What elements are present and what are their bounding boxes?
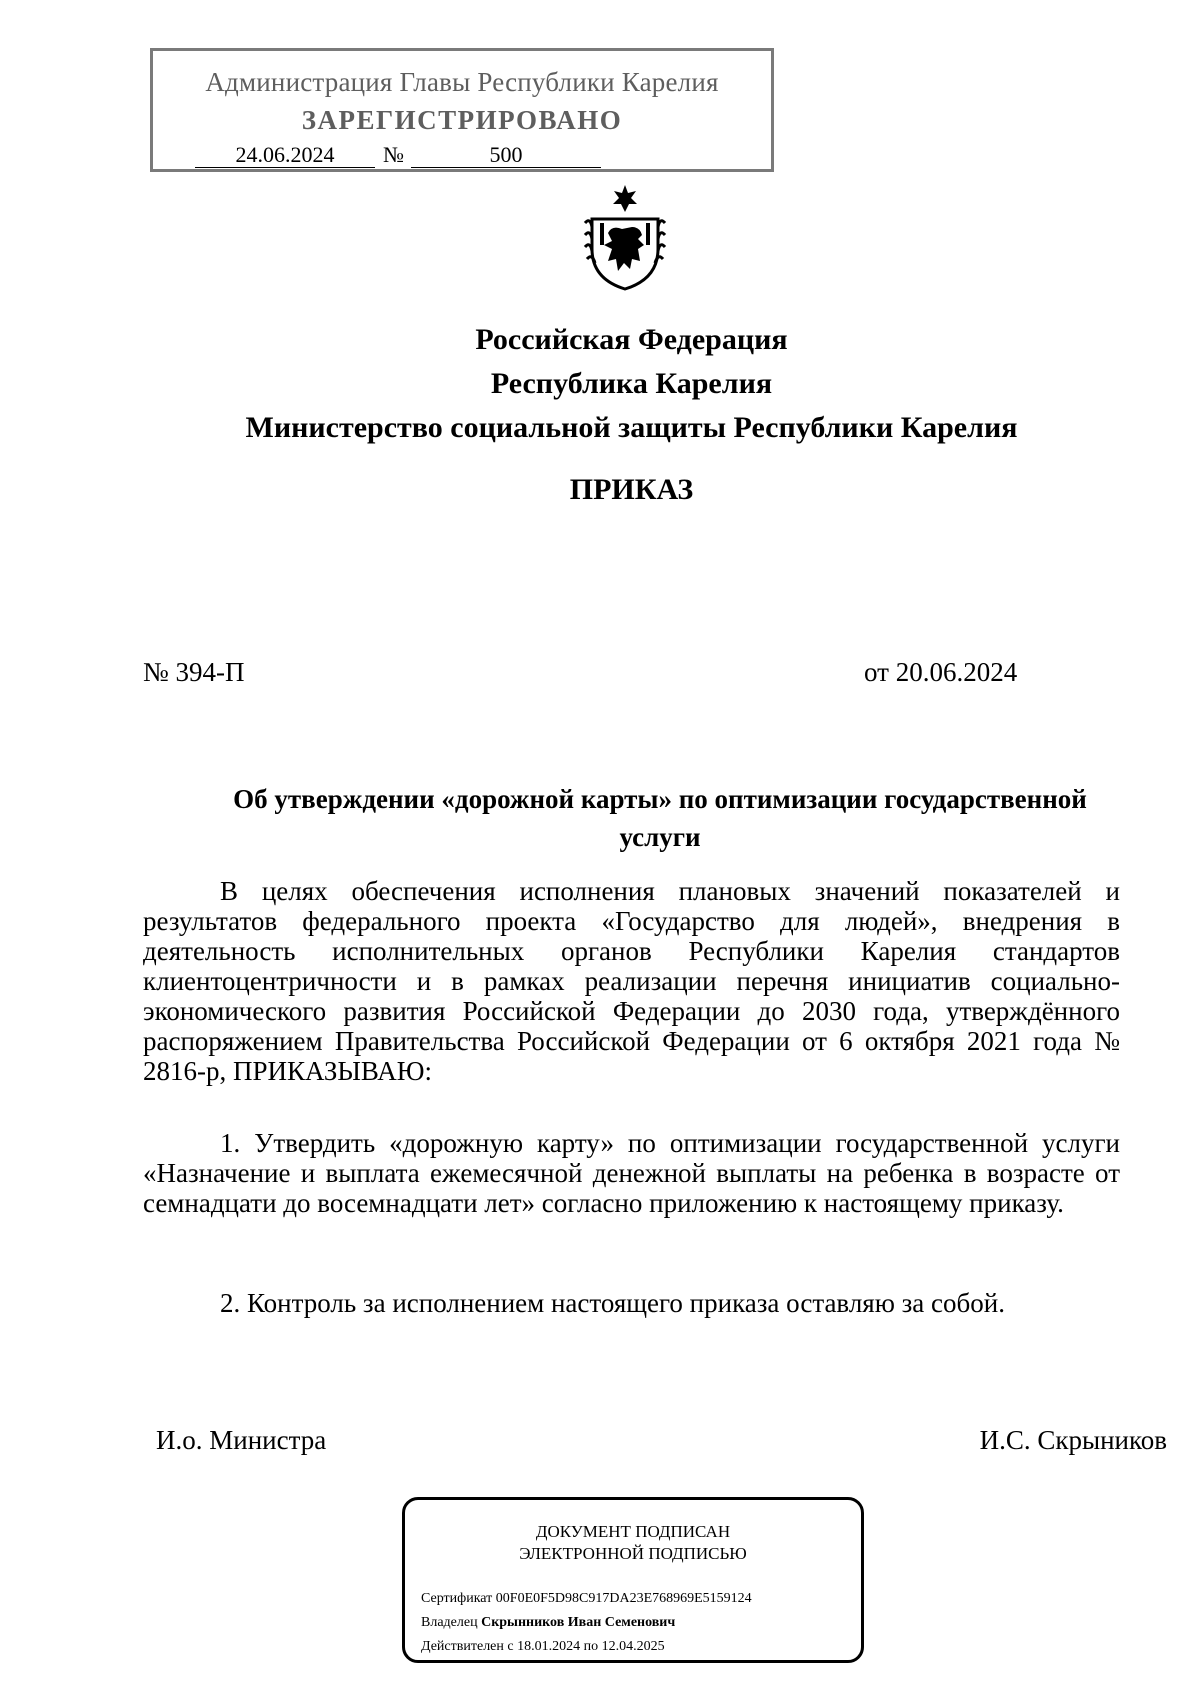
esig-certificate-row (421, 1590, 752, 1608)
order-subject: Об утверждении «дорожной карты» по оптимизации государственной услуги (233, 784, 1087, 852)
order-date: от 20.06.2024 (864, 657, 1018, 687)
registration-stamp (150, 48, 774, 172)
signatory-title: И.о. Министра (156, 1425, 327, 1455)
esig-valid-to: 12.04.2025 (601, 1639, 665, 1654)
esig-valid-from-label: с (507, 1639, 514, 1654)
esig-owner-value: Скрынников Иван Семенович (481, 1615, 676, 1630)
esig-owner-label: Владелец (421, 1615, 478, 1630)
header-ministry: Министерство социальной защиты Республики Карелия (245, 411, 1018, 444)
order-item-1: 1. Утвердить «дорожную карту» по оптимизации государственной услуги «Назначение и выплата ежемесячной денежной выплаты на ребенка в возрасте от семнадцати до восемнадцати лет» согласно приложению к настоящему приказу. (143, 1128, 1120, 1218)
order-number: № 394-П (143, 657, 245, 687)
header-country: Российская Федерация (475, 323, 788, 356)
order-item-2: 2. Контроль за исполнением настоящего приказа оставляю за собой. (220, 1288, 1005, 1318)
esig-valid-from: 18.01.2024 (517, 1639, 581, 1654)
document-type: ПРИКАЗ (569, 473, 694, 506)
header-republic: Республика Карелия (490, 367, 773, 400)
esig-validity-row (421, 1638, 665, 1656)
registration-authority: Администрация Главы Республики Карелия (205, 67, 719, 97)
registration-number: 500 (411, 143, 601, 168)
esig-valid-label: Действителен (421, 1639, 504, 1654)
esig-heading-2: ЭЛЕКТРОННОЙ ПОДПИСЬЮ (519, 1544, 747, 1563)
esig-heading-1: ДОКУМЕНТ ПОДПИСАН (535, 1522, 731, 1541)
registration-status: ЗАРЕГИСТРИРОВАНО (301, 105, 623, 135)
registration-date: 24.06.2024 (195, 143, 375, 168)
esig-certificate-value: 00F0E0F5D98C917DA23E768969E5159124 (495, 1591, 752, 1606)
esig-owner-row (421, 1614, 675, 1632)
karelia-coat-of-arms-icon (582, 183, 668, 291)
esig-certificate-label: Сертификат (421, 1591, 493, 1606)
electronic-signature-stamp (402, 1497, 864, 1663)
registration-number-label: № (383, 142, 404, 167)
signatory-name: И.С. Скрыников (979, 1425, 1167, 1455)
preamble-paragraph: В целях обеспечения исполнения плановых значений показателей и результатов федерального проекта «Государство для людей», внедрения в деятельность исполнительных органов Республики Карелия стандартов клиентоцентричности и в рамках реализации перечня инициатив социально-экономического развития Российской Федерации до 2030 года, утверждённого распоряжением Правительства Российской Федерации от 6 октября 2021 года № 2816-р, ПРИКАЗЫВАЮ: (143, 876, 1120, 1086)
esig-valid-to-label: по (583, 1639, 599, 1654)
